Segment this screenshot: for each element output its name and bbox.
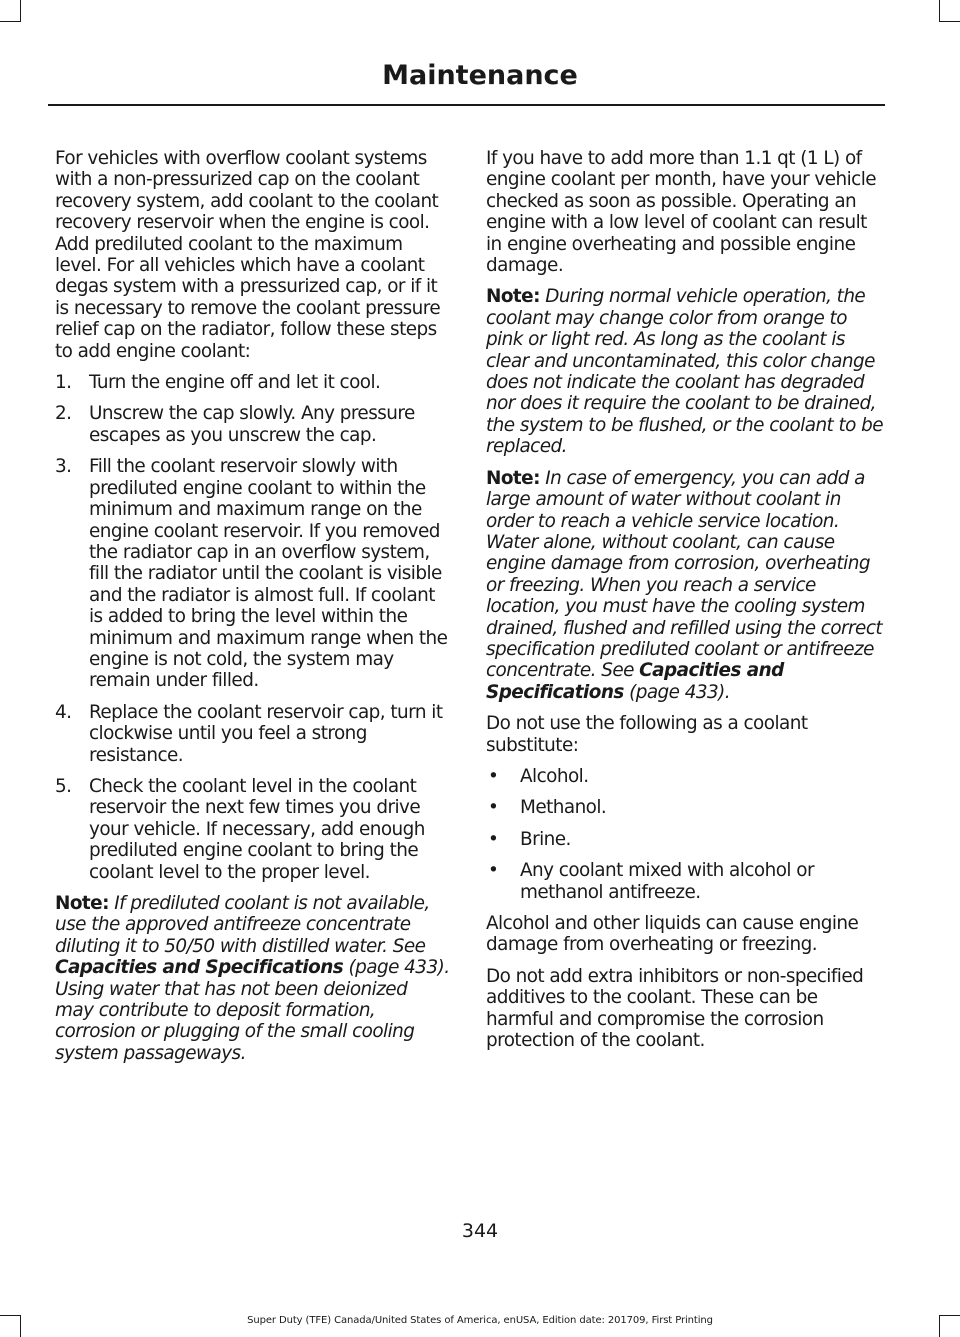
note-label: Note: [55, 893, 109, 914]
step-text: Check the coolant level in the coolant reservoir the next few times you drive your vehicle. If necessary, add enough prediluted engine coolant to bring the coolant level to the proper level. [89, 775, 425, 883]
step-text: Turn the engine off and let it cool. [89, 372, 381, 394]
list-item [486, 766, 884, 787]
list-item [55, 776, 450, 883]
note-paragraph [55, 893, 450, 1064]
step-number: 5. [55, 775, 72, 797]
inhibitors-paragraph: Do not add extra inhibitors or non-specified additives to the coolant. These can be harmful and compromise the corrosion protection of the coolant. [486, 965, 864, 1052]
step-number: 2. [55, 403, 72, 425]
steps-list [55, 372, 450, 883]
footer-text: Super Duty (TFE) Canada/United States of America, enUSA, Edition date: 201709, First Printing [247, 1315, 713, 1326]
step-text: Fill the coolant reservoir slowly with prediluted engine coolant to within the minimum and maximum range on the engine coolant reservoir. If you removed the radiator cap in an overflow system, fill the radiator until the coolant is visible and the radiator is almost full. If coolant is added to bring the level within the minimum and maximum range when the engine is not cold, the system may remain under filled. [89, 456, 448, 692]
step-number: 4. [55, 701, 72, 723]
note-text: If prediluted coolant is not available, use the approved antifreeze concentrate diluting it to 50/50 with distilled water. See [55, 893, 430, 957]
bullet-icon: • [488, 765, 499, 787]
step-number: 1. [55, 372, 72, 394]
crop-mark [20, 0, 21, 22]
step-text: Replace the coolant reservoir cap, turn it clockwise until you feel a strong resistance. [89, 701, 443, 766]
page-number: 344 [461, 1220, 499, 1242]
note-text: During normal vehicle operation, the coolant may change color from orange to pink or light red. As long as the coolant is clear and uncontaminated, this color change does not indicate the coolant has degraded nor does it require the coolant to be drained, the system to be flushed, or the coolant to be replaced. [486, 286, 884, 458]
page-title: Maintenance [382, 60, 578, 91]
list-item [486, 860, 884, 903]
substitute-intro: Do not use the following as a coolant substitute: [486, 713, 808, 756]
crop-mark [940, 21, 960, 22]
bullet-text: Alcohol. [520, 765, 589, 787]
substitute-list [486, 766, 884, 903]
note-label: Note: [486, 467, 540, 489]
bullet-icon: • [488, 828, 499, 850]
cross-reference-link[interactable]: Capacities and Specifications [486, 660, 784, 703]
crop-mark [0, 21, 20, 22]
coolant-consumption-paragraph: If you have to add more than 1.1 qt (1 L) of engine coolant per month, have your vehicle checked as soon as possible. Operating an engine with a low level of coolant can result in engine overheating and possible engine damage. [486, 148, 877, 277]
cross-reference-link[interactable]: Capacities and Specifications [55, 957, 344, 979]
note-paragraph [486, 468, 884, 703]
list-item [486, 797, 884, 818]
note-text: In case of emergency, you can add a large amount of water without coolant in order to reach a vehicle service location. Water alone, without coolant, can cause engine damage from corrosion, overheating or freezing. When you reach a service location, you must have the cooling system drained, flushed and refilled using the correct specification prediluted coolant or antifreeze concentrate. See [486, 467, 883, 682]
crop-mark [939, 0, 940, 22]
bullet-icon: • [488, 860, 499, 882]
note-paragraph [486, 286, 884, 457]
left-column [55, 148, 450, 1074]
page-reference: (page 433). [348, 957, 450, 979]
bullet-icon: • [488, 797, 499, 819]
bullet-text: Any coolant mixed with alcohol or methanol antifreeze. [520, 860, 814, 903]
step-number: 3. [55, 456, 72, 478]
step-text: Unscrew the cap slowly. Any pressure escapes as you unscrew the cap. [89, 403, 415, 446]
right-column [486, 148, 884, 1061]
intro-paragraph: For vehicles with overflow coolant systems with a non-pressurized cap on the coolant recovery system, add coolant to the coolant recovery reservoir when the engine is cool. Add prediluted coolant to the maximum level. For all vehicles which have a coolant degas system with a pressurized cap, or if it is necessary to remove the coolant pressure relief cap on the radiator, follow these steps to add engine coolant: [55, 148, 441, 362]
alcohol-warning-paragraph: Alcohol and other liquids can cause engine damage from overheating or freezing. [486, 913, 859, 956]
list-item [486, 829, 884, 850]
list-item [55, 456, 450, 691]
bullet-text: Methanol. [520, 797, 607, 819]
list-item [55, 403, 450, 446]
list-item [55, 702, 450, 766]
bullet-text: Brine. [520, 828, 571, 850]
list-item [55, 372, 450, 393]
page-reference: (page 433). [629, 681, 731, 703]
note-label: Note: [486, 286, 540, 308]
note-text: Using water that has not been deionized may contribute to deposit formation, corrosion or plugging of the small cooling system passageways. [55, 978, 415, 1064]
header-rule [48, 104, 885, 106]
